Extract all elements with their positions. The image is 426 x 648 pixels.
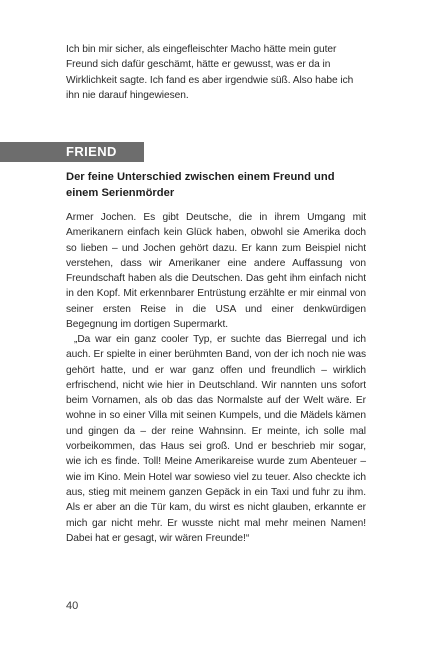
page-number: 40 bbox=[66, 600, 79, 612]
body-paragraph-quote: „Da war ein ganz cooler Typ, er suchte das Bierregal und ich auch. Er spielte in einer berühmten Band, von der ich noch nie was gehört hatte, und er war ganz offen und freundlich – wirklich erfrischend, nicht wie hier in Deutschland. Wir nannten uns sofort beim Vornamen, als ob das das Normalste auf der Welt wäre. Er wohne in so einer Villa mit seinen Kumpels, und die Mädels kämen und gingen da – der reine Wahnsinn. Er meinte, ich solle mal vorbeikommen, das Haus sei groß. Und er beschrieb mir sogar, wie ich es finde. Toll! Meine Amerikareise wurde zum Abenteuer – wie im Kino. Mein Hotel war sowieso viel zu teuer. Also checkte ich aus, stieg mit meinem ganzen Gepäck in ein Taxi und fuhr zu ihm. Als er aber an die Tür kam, du wirst es nicht glauben, erkannte er mich gar nicht mehr. Er wusste nicht mal mehr meinen Namen! Dabei hat er gesagt, wir wären Freunde!“ bbox=[66, 334, 366, 544]
intro-paragraph: Ich bin mir sicher, als eingefleischter Macho hätte mein guter Freund sich dafür geschämt, hätte er gewusst, was er da in Wirklichkeit sagte. Ich fand es aber irgendwie süß. Also habe ich ihn nie darauf hingewiesen. bbox=[66, 44, 354, 101]
section-subtitle: Der feine Unterschied zwischen einem Freund und einem Serienmörder bbox=[66, 171, 335, 199]
section-label: FRIEND bbox=[66, 144, 117, 159]
body-paragraph: Armer Jochen. Es gibt Deutsche, die in ihrem Umgang mit Amerikanern einfach kein Glück haben, obwohl sie Amerika doch so lieben – und Jochen gehört dazu. Er kann zum Beispiel nicht verstehen, dass wir Amerikaner eine andere Auffassung von Freundschaft haben als die Deutschen. Das geht ihm einfach nicht in den Kopf. Mit erkennbarer Entrüstung erzählte er mir einmal von seiner ersten Reise in die USA und einer denkwürdigen Begegnung im dortigen Supermarkt. bbox=[66, 212, 366, 331]
